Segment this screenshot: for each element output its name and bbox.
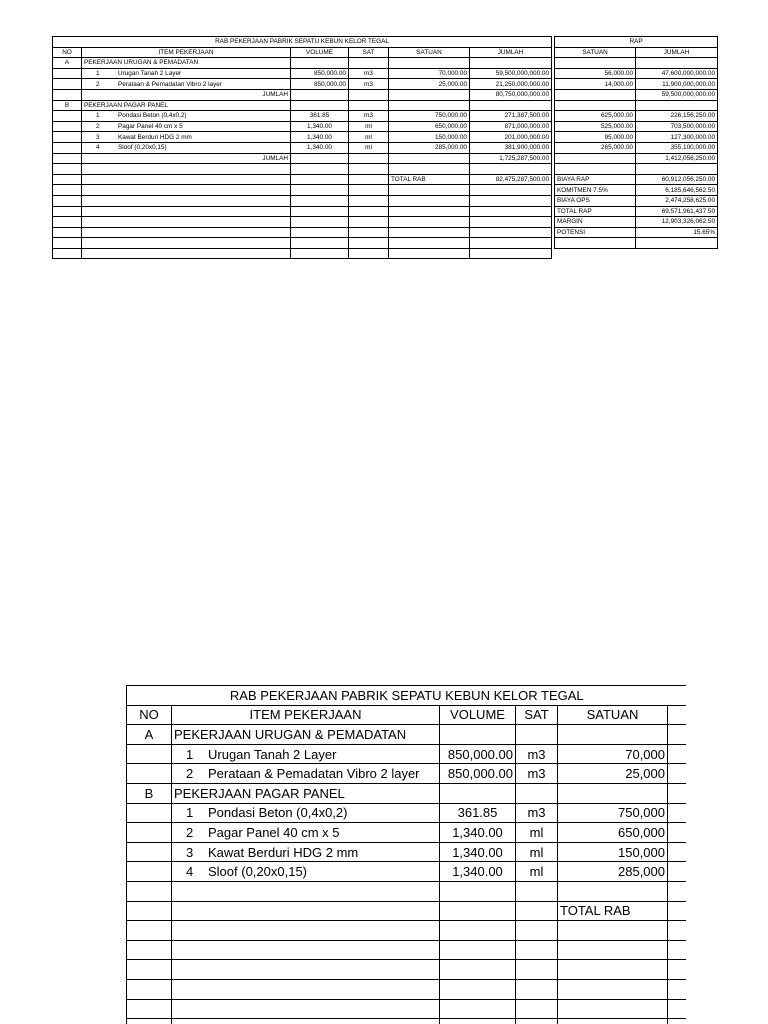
header-volume: VOLUME <box>440 705 516 725</box>
summary-label: MARGIN <box>555 217 636 228</box>
table-row <box>53 121 552 132</box>
item-no: 4 <box>96 144 100 152</box>
item-sat: m3 <box>349 68 389 79</box>
spreadsheet-overview <box>52 36 717 286</box>
section-title: PEKERJAAN URUGAN & PEMADATAN <box>172 725 440 745</box>
summary-label: BIAYA RAP <box>555 174 636 185</box>
empty-row <box>53 227 552 238</box>
rap-table <box>554 36 718 249</box>
rap-header-row <box>555 47 718 58</box>
empty-row <box>555 238 718 249</box>
rap-jumlah: 355,100,000.00 <box>636 142 718 153</box>
item-volume: 850,000.00 <box>291 68 349 79</box>
header-satuan: SATUAN <box>389 47 470 58</box>
rap-title: RAP <box>555 37 718 48</box>
item-cell <box>82 111 291 122</box>
section-no: A <box>53 58 82 69</box>
table-row <box>53 79 552 90</box>
rap-summary-row <box>555 217 718 228</box>
summary-value: 69,571,961,437.50 <box>636 206 718 217</box>
empty-row <box>53 238 552 249</box>
rab-table <box>52 36 552 259</box>
title-row <box>127 686 687 706</box>
item-cell <box>82 132 291 143</box>
rap-satuan: 625,000.00 <box>555 111 636 122</box>
empty-row <box>53 185 552 196</box>
item-volume: 361.85 <box>291 111 349 122</box>
item-cell <box>172 744 440 764</box>
table-row <box>127 823 687 843</box>
empty-row <box>53 195 552 206</box>
item-no: 2 <box>186 766 194 782</box>
section-a-row <box>127 725 687 745</box>
item-volume: 850,000.00 <box>440 744 516 764</box>
item-satuan: 650,000 <box>558 823 668 843</box>
rap-row <box>555 132 718 143</box>
item-jumlah: 271,387,500.00 <box>470 111 552 122</box>
summary-value: 15.65% <box>636 227 718 238</box>
empty-row <box>127 940 687 960</box>
rap-summary-row <box>555 185 718 196</box>
rap-jumlah: 127,300,000.00 <box>636 132 718 143</box>
item-jumlah: 871,000,000.00 <box>470 121 552 132</box>
header-sat: SAT <box>516 705 558 725</box>
item-sat: m3 <box>516 803 558 823</box>
rap-jumlah: 47,600,000,000.00 <box>636 68 718 79</box>
item-sat: ml <box>349 142 389 153</box>
item-cell <box>82 79 291 90</box>
table-row <box>53 142 552 153</box>
item-no: 1 <box>96 112 100 120</box>
total-row <box>53 174 552 185</box>
item-no: 1 <box>96 70 100 78</box>
empty-row <box>127 881 687 901</box>
rap-satuan: 525,000.00 <box>555 121 636 132</box>
section-b-row <box>127 783 687 803</box>
header-satuan: SATUAN <box>558 705 668 725</box>
rap-row <box>555 79 718 90</box>
rap-satuan: 95,000.00 <box>555 132 636 143</box>
spreadsheet-zoom <box>126 685 686 1024</box>
rap-satuan: 56,000.00 <box>555 68 636 79</box>
item-sat: m3 <box>349 111 389 122</box>
rap-jumlah: 226,156,250.00 <box>636 111 718 122</box>
item-name: Pagar Panel 40 cm x 5 <box>208 824 340 840</box>
sheet-title: RAB PEKERJAAN PABRIK SEPATU KEBUN KELOR TEGAL <box>53 37 552 48</box>
header-item: ITEM PEKERJAAN <box>172 705 440 725</box>
section-title: PEKERJAAN PAGAR PANEL <box>82 100 291 111</box>
rap-row <box>555 68 718 79</box>
subtotal-row <box>53 153 552 164</box>
empty-row <box>53 217 552 228</box>
item-satuan: 150,000.00 <box>389 132 470 143</box>
rap-row <box>555 142 718 153</box>
item-sat: m3 <box>516 744 558 764</box>
item-sat: m3 <box>516 764 558 784</box>
rap-jumlah <box>636 164 718 175</box>
title-row <box>53 37 552 48</box>
item-volume: 850,000.00 <box>440 764 516 784</box>
rap-satuan <box>555 153 636 164</box>
rab-zoom-table <box>126 685 686 1024</box>
item-satuan: 750,000 <box>558 803 668 823</box>
item-no: 3 <box>186 844 194 860</box>
item-volume: 850,000.00 <box>291 79 349 90</box>
item-name: Kawat Berduri HDG 2 mm <box>208 844 359 860</box>
item-name: Sloof (0,20x0,15) <box>208 864 308 880</box>
rap-jumlah <box>636 58 718 69</box>
summary-value: 60,912,056,250.00 <box>636 174 718 185</box>
item-jumlah: 59,500,000,000.00 <box>470 68 552 79</box>
section-b-row <box>53 100 552 111</box>
section-title: PEKERJAAN URUGAN & PEMADATAN <box>82 58 291 69</box>
item-volume: 1,340.00 <box>291 132 349 143</box>
empty-row <box>127 1019 687 1024</box>
header-no: NO <box>53 47 82 58</box>
header-row <box>53 47 552 58</box>
table-row <box>127 744 687 764</box>
item-volume: 1,340.00 <box>291 121 349 132</box>
item-no: 2 <box>96 80 100 88</box>
item-satuan: 150,000 <box>558 842 668 862</box>
table-row <box>127 842 687 862</box>
summary-label: POTENSI <box>555 227 636 238</box>
rap-jumlah: 703,500,000.00 <box>636 121 718 132</box>
total-label: TOTAL RAB <box>558 901 668 921</box>
header-sat: SAT <box>349 47 389 58</box>
empty-row <box>127 999 687 1019</box>
rap-row <box>555 121 718 132</box>
empty-row <box>53 248 552 259</box>
item-satuan: 70,000.00 <box>389 68 470 79</box>
summary-label: KOMITMEN 7.5% <box>555 185 636 196</box>
item-volume: 1,340.00 <box>440 842 516 862</box>
item-name: Urugan Tanah 2 Layer <box>208 746 337 762</box>
rap-row <box>555 153 718 164</box>
item-satuan: 285,000.00 <box>389 142 470 153</box>
rap-header-satuan: SATUAN <box>555 47 636 58</box>
item-cell <box>172 823 440 843</box>
summary-label: TOTAL RAP <box>555 206 636 217</box>
item-cell <box>172 842 440 862</box>
item-no: 1 <box>186 746 194 762</box>
subtotal-label: JUMLAH <box>82 89 291 100</box>
item-name: Perataan & Pemadatan Vibro 2 layer <box>118 80 222 88</box>
table-row <box>127 862 687 882</box>
item-sat: ml <box>516 862 558 882</box>
item-cell <box>172 862 440 882</box>
item-name: Perataan & Pemadatan Vibro 2 layer <box>208 766 420 782</box>
item-no: 2 <box>186 824 194 840</box>
rap-jumlah: 1,412,056,250.00 <box>636 153 718 164</box>
item-name: Pagar Panel 40 cm x 5 <box>118 123 183 131</box>
sheet-title: RAB PEKERJAAN PABRIK SEPATU KEBUN KELOR TEGAL <box>127 686 687 706</box>
header-no: NO <box>127 705 172 725</box>
rap-summary-row <box>555 227 718 238</box>
item-satuan: 750,000.00 <box>389 111 470 122</box>
item-sat: ml <box>349 121 389 132</box>
item-cell <box>82 121 291 132</box>
summary-value: 12,903,326,062.50 <box>636 217 718 228</box>
rap-row <box>555 58 718 69</box>
item-volume: 361.85 <box>440 803 516 823</box>
header-row <box>127 705 687 725</box>
rap-satuan <box>555 89 636 100</box>
item-volume: 1,340.00 <box>440 823 516 843</box>
rap-summary-row <box>555 195 718 206</box>
empty-row <box>127 921 687 941</box>
item-name: Sloof (0,20x0,15) <box>118 144 167 152</box>
item-volume: 1,340.00 <box>440 862 516 882</box>
subtotal-row <box>53 89 552 100</box>
section-a-row <box>53 58 552 69</box>
table-row <box>53 111 552 122</box>
rap-satuan: 265,000.00 <box>555 142 636 153</box>
item-satuan: 285,000 <box>558 862 668 882</box>
item-sat: ml <box>516 823 558 843</box>
summary-label: BIAYA OPS <box>555 195 636 206</box>
item-cell <box>172 803 440 823</box>
empty-row <box>53 164 552 175</box>
section-no: A <box>127 725 172 745</box>
item-name: Kawat Berduri HDG 2 mm <box>118 133 192 141</box>
table-row <box>53 68 552 79</box>
rap-satuan: 14,000.00 <box>555 79 636 90</box>
rap-title-row <box>555 37 718 48</box>
item-satuan: 70,000 <box>558 744 668 764</box>
section-no: B <box>53 100 82 111</box>
item-name: Urugan Tanah 2 Layer <box>118 70 182 78</box>
item-sat: ml <box>516 842 558 862</box>
rap-summary-row <box>555 174 718 185</box>
summary-value: 2,474,258,625.00 <box>636 195 718 206</box>
item-satuan: 25,000 <box>558 764 668 784</box>
item-sat: ml <box>349 132 389 143</box>
item-volume: 1,340.00 <box>291 142 349 153</box>
subtotal-value: 1,725,287,500.00 <box>470 153 552 164</box>
rap-header-jumlah: JUMLAH <box>636 47 718 58</box>
item-satuan: 25,000.00 <box>389 79 470 90</box>
item-cell <box>172 764 440 784</box>
rap-row <box>555 89 718 100</box>
header-item: ITEM PEKERJAAN <box>82 47 291 58</box>
table-row <box>127 764 687 784</box>
rap-row <box>555 164 718 175</box>
empty-row <box>127 979 687 999</box>
rap-jumlah: 11,900,000,000.00 <box>636 79 718 90</box>
section-no: B <box>127 783 172 803</box>
item-name: Pondasi Beton (0,4x0,2) <box>118 112 187 120</box>
rap-jumlah: 59,500,000,000.00 <box>636 89 718 100</box>
header-volume: VOLUME <box>291 47 349 58</box>
section-title: PEKERJAAN PAGAR PANEL <box>172 783 440 803</box>
rap-row <box>555 100 718 111</box>
rap-satuan <box>555 164 636 175</box>
item-no: 3 <box>96 133 100 141</box>
header-jumlah: JUMLAH <box>470 47 552 58</box>
item-jumlah: 201,000,000.00 <box>470 132 552 143</box>
item-jumlah: 381,900,000.00 <box>470 142 552 153</box>
item-name: Pondasi Beton (0,4x0,2) <box>208 805 348 821</box>
empty-row <box>53 206 552 217</box>
rap-summary-row <box>555 206 718 217</box>
total-label: TOTAL RAB <box>389 174 470 185</box>
rap-satuan <box>555 58 636 69</box>
item-no: 2 <box>96 123 100 131</box>
total-value: 82,475,287,500.00 <box>470 174 552 185</box>
item-cell <box>82 142 291 153</box>
item-jumlah: 21,250,000,000.00 <box>470 79 552 90</box>
item-satuan: 650,000.00 <box>389 121 470 132</box>
rap-satuan <box>555 100 636 111</box>
item-cell <box>82 68 291 79</box>
item-no: 1 <box>186 805 194 821</box>
rap-jumlah <box>636 100 718 111</box>
subtotal-label: JUMLAH <box>82 153 291 164</box>
table-row <box>53 132 552 143</box>
table-row <box>127 803 687 823</box>
total-row <box>127 901 687 921</box>
rap-row <box>555 111 718 122</box>
summary-value: 6,185,646,562.50 <box>636 185 718 196</box>
item-no: 4 <box>186 864 194 880</box>
item-sat: m3 <box>349 79 389 90</box>
empty-row <box>127 960 687 980</box>
subtotal-value: 80,750,000,000.00 <box>470 89 552 100</box>
